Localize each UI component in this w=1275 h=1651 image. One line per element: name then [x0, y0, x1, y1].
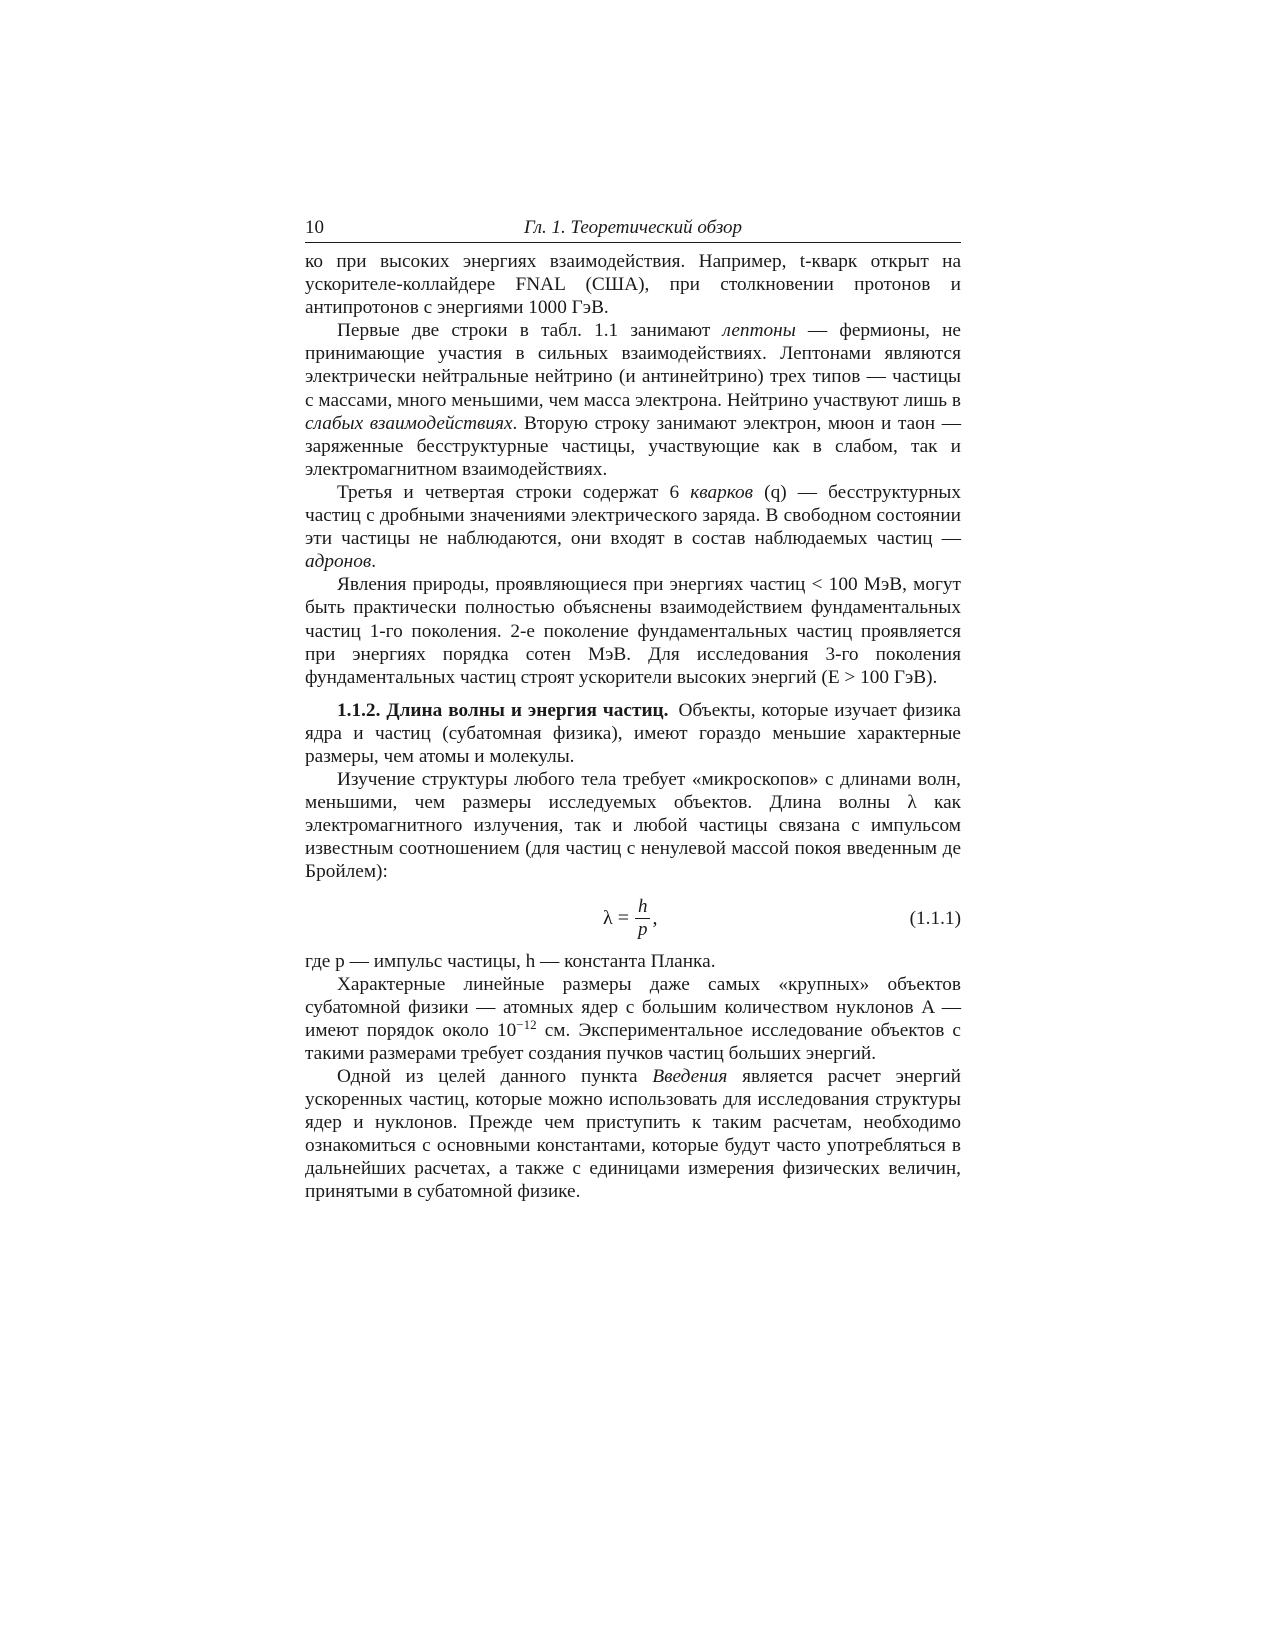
running-header — [305, 214, 961, 243]
paragraph-4: Явления природы, проявляющиеся при энергиях частиц < 100 МэВ, могут быть практически полностью объяснены взаимодействием фундаментальных частиц 1-го поколения. 2-е поколение фундаментальных частиц проявляется при энергиях порядка сотен МэВ. Для исследования 3-го поколения фундаментальных частиц строят ускорители высоких энергий (E > 100 ГэВ). — [305, 574, 961, 688]
paragraph-3-part-a: Третья и четвертая строки содержат 6 — [337, 481, 691, 503]
term-weak-interactions: слабых взаимодействиях — [305, 412, 513, 434]
paragraph-3-part-c: (q) — бесструктурных частиц с дробными значениями электрического заряда. В свободном состоянии эти частицы не наблюдаются, они входят в состав наблюдаемых частиц — — [305, 481, 961, 550]
term-leptons: лептоны — [722, 320, 796, 342]
paragraph-2 — [305, 319, 961, 481]
equation-trailing-comma: , — [652, 906, 658, 929]
paragraph-7: где p — импульс частицы, h — константа Планка. — [305, 950, 716, 972]
paragraph-9-part-c: является расчет энергий ускоренных частиц, которые можно использовать для исследования структуры ядер и нуклонов. Прежде чем приступить к таким расчетам, необходимо ознакомиться с основными константами, которые будут часто употребляться в дальнейших расчетах, а также с единицами измерения физических величин, принятыми в субатомной физике. — [305, 1066, 961, 1203]
paragraph-9-part-a: Одной из целей данного пункта — [337, 1066, 653, 1087]
paragraph-6: Изучение структуры любого тела требует «микроскопов» с длинами волн, меньшими, чем размеры исследуемых объектов. Длина волны λ как электромагнитного излучения, так и любой частицы связана с импульсом известным соотношением (для частиц с ненулевой массой покоя введенным де Бройлем): — [305, 769, 961, 883]
fraction-denominator: p — [637, 919, 648, 941]
paragraph-3-part-e: . — [371, 551, 377, 573]
paragraph-2-part-a: Первые две строки в табл. 1.1 занимают — [337, 320, 723, 342]
section-heading: 1.1.2. Длина волны и энергия частиц. — [337, 699, 669, 721]
paragraph-8-part-b: см. Экспериментальное исследование объектов с такими размерами требует создания пучков частиц больших энергий. — [305, 1019, 961, 1064]
paragraph-3 — [305, 481, 961, 573]
equation-fraction — [635, 896, 651, 941]
paragraph-8-part-a: Характерные линейные размеры даже самых «крупных» объектов субатомной физики — атомных ядер с большим количеством нуклонов A — имеют порядок около 10 — [305, 973, 961, 1041]
equation-lhs: λ = — [603, 906, 629, 929]
page-number: 10 — [305, 217, 324, 238]
paragraph-1: ко при высоких энергиях взаимодействия. Например, t-кварк открыт на ускорителе-коллайдере FNAL (США), при столкновении протонов и антипротонов с энергиями 1000 ГэВ. — [305, 251, 961, 319]
document-page — [305, 214, 961, 1204]
exponent: −12 — [516, 1016, 537, 1032]
term-introduction: Введения — [652, 1066, 728, 1087]
body-text — [305, 250, 961, 1204]
equation-1-1-1 — [305, 890, 961, 948]
term-quarks: кварков — [690, 481, 754, 503]
paragraph-2-part-e: . Вторую строку занимают электрон, мюон и таон — заряженные бесструктурные частицы, участвующие как в слабом, так и электромагнитном взаимодействиях. — [305, 412, 961, 480]
paragraph-5: Объекты, которые изучает физика ядра и частиц (субатомная физика), имеют гораздо меньшие характерные размеры, чем атомы и молекулы. — [305, 699, 961, 767]
paragraph-8 — [305, 973, 961, 1065]
paragraph-9 — [305, 1065, 961, 1204]
fraction-numerator: h — [635, 896, 651, 919]
equation-formula — [603, 890, 657, 948]
section-1-1-2 — [305, 699, 961, 768]
equation-number: (1.1.1) — [909, 907, 961, 929]
running-title: Гл. 1. Теоретический обзор — [523, 217, 743, 238]
term-hadrons: адронов — [305, 551, 372, 573]
paragraph-2-part-c: — фермионы, не принимающие участия в сильных взаимодействиях. Лептонами являются электрически нейтральные нейтрино (и антинейтрино) трех типов — частицы с массами, много меньшими, чем масса электрона. Нейтрино участвуют лишь в — [305, 320, 961, 411]
